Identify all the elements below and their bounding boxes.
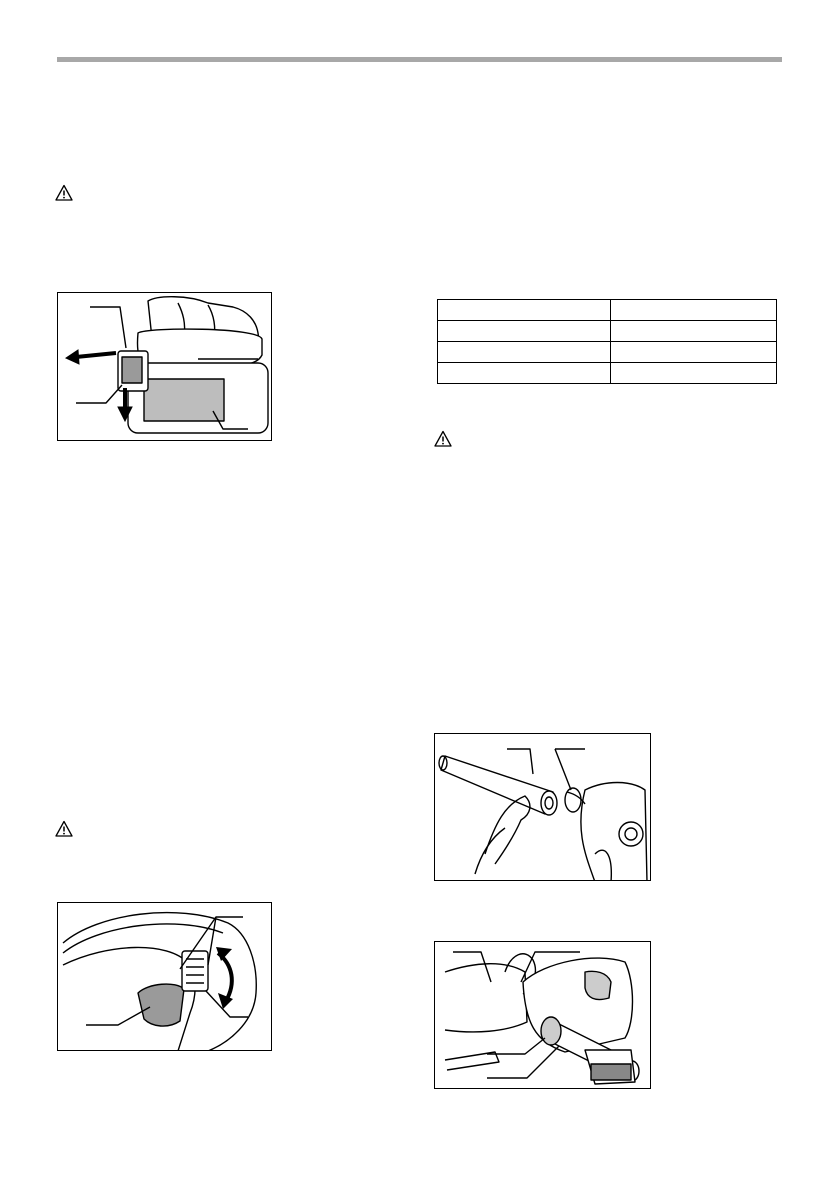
figure-nozzle-attachment <box>434 733 651 881</box>
nozzle-attachment-illustration <box>435 734 651 881</box>
header-rule <box>57 57 782 62</box>
table-row <box>438 321 777 342</box>
warning-triangle-icon <box>434 430 452 448</box>
table-row <box>438 300 777 321</box>
warning-triangle-icon <box>55 820 73 838</box>
table-cell <box>438 363 611 384</box>
table-row <box>438 363 777 384</box>
table-cell <box>611 300 777 321</box>
table-cell <box>611 342 777 363</box>
battery-removal-illustration <box>58 293 272 441</box>
table-cell <box>611 363 777 384</box>
speed-dial-illustration <box>58 903 272 1051</box>
figure-battery-removal <box>57 292 272 441</box>
table-cell <box>611 321 777 342</box>
table-cell <box>438 300 611 321</box>
figure-blower-with-bag <box>434 941 651 1089</box>
table-cell <box>438 321 611 342</box>
specification-table <box>437 299 777 384</box>
table-row <box>438 342 777 363</box>
warning-triangle-icon <box>55 184 73 202</box>
figure-speed-dial <box>57 902 272 1051</box>
table-cell <box>438 342 611 363</box>
blower-with-bag-illustration <box>435 942 651 1089</box>
